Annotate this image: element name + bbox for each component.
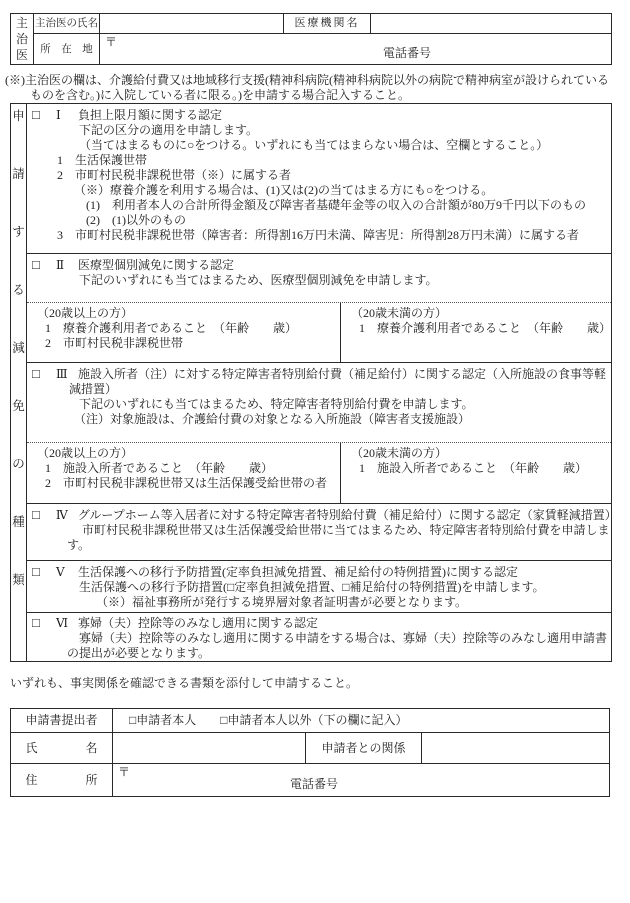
section-3-adult-column bbox=[27, 443, 341, 503]
section-6-widow-deduction bbox=[27, 612, 611, 661]
medical-org-label: 医療機関名 bbox=[284, 14, 371, 33]
side-char: の bbox=[12, 457, 25, 471]
section-5-text-pre: 生活保護への移行予防措置( bbox=[78, 580, 227, 595]
section-3-minor-column bbox=[341, 443, 611, 503]
section-5-apply-line bbox=[27, 580, 611, 595]
section-6-line: 寡婦（夫）控除等のみなし適用に関する申請をする場合は、寡婦（夫）控除等のみなし適用申請書 bbox=[78, 631, 607, 645]
section-3-adult-item-2: 2 市町村民税非課税世帯又は生活保護受給世帯の者 bbox=[44, 476, 327, 491]
doctor-side-char: 治 bbox=[15, 32, 28, 46]
section-6-title: 寡婦（夫）控除等のみなし適用に関する認定 bbox=[77, 616, 318, 630]
section-2-checkbox[interactable]: □ bbox=[31, 257, 40, 273]
section-5-text-post: 補足給付の特例措置)を申請します。 bbox=[349, 580, 545, 595]
section-2-adult-head: （20歳以上の方） bbox=[36, 306, 133, 321]
section-3-minor-head: （20歳未満の方） bbox=[350, 446, 447, 461]
side-char: 類 bbox=[12, 573, 25, 587]
section-3-facility-resident-benefit bbox=[27, 362, 611, 503]
section-2-minor-column bbox=[341, 303, 611, 362]
reduction-type-table bbox=[10, 103, 617, 662]
section-4-group-home-benefit bbox=[27, 503, 617, 560]
section-1-suboption-1[interactable]: (1) 利用者本人の合計所得金額及び障害者基礎年金等の収入の合計額が80万9千円以下のもの bbox=[85, 198, 586, 212]
side-char: 種 bbox=[12, 515, 25, 529]
doctor-side-char: 主 bbox=[15, 16, 28, 30]
section-2-adult-item-2: 2 市町村民税非課税世帯 bbox=[44, 336, 183, 351]
section-1-monthly-cap bbox=[27, 104, 611, 253]
section-4-numeral: Ⅳ bbox=[55, 508, 68, 523]
section-2-line: 下記のいずれにも当てはまるため、医療型個別減免を申請します。 bbox=[78, 273, 438, 288]
doctor-address-field[interactable] bbox=[100, 34, 611, 64]
doctor-address-label: 所 在 地 bbox=[34, 34, 100, 64]
section-2-minor-item-1: 1 療養介護利用者であること （年齢 歳） bbox=[358, 321, 611, 336]
section-1-line: 下記の区分の適用を申請します。 bbox=[78, 123, 259, 137]
section-6-numeral: Ⅵ bbox=[55, 616, 69, 630]
section-5-supplement-checkbox[interactable]: □ bbox=[342, 580, 350, 595]
section-3-adult-item-1: 1 施設入所者であること （年齢 歳） bbox=[44, 461, 273, 476]
section-5-numeral: Ⅴ bbox=[55, 565, 65, 580]
medical-org-field[interactable] bbox=[371, 14, 611, 33]
doctor-note-line1: (※)主治医の欄は、介護給付費又は地域移行支援(精神科病院(精神科病院以外の病院で精神病室が設けられている bbox=[5, 73, 609, 87]
section-2-numeral: Ⅱ bbox=[55, 258, 65, 273]
postal-mark: 〒 bbox=[105, 35, 118, 49]
section-3-title: 施設入所者（注）に対する特定障害者特別給付費（補足給付）に関する認定（入所施設の食事等軽 bbox=[77, 367, 606, 382]
section-1-line: （当てはまるものに○をつける。いずれにも当てはまらない場合は、空欄とすること。） bbox=[78, 138, 549, 152]
section-2-minor-head: （20歳未満の方） bbox=[350, 306, 447, 321]
submitter-other-label: 申請者本人以外（下の欄に記入） bbox=[227, 713, 408, 727]
section-5-flat-rate-checkbox[interactable]: □ bbox=[226, 580, 235, 595]
submitter-address-field[interactable] bbox=[113, 764, 609, 796]
section-2-medical-individual-reduction bbox=[27, 253, 611, 362]
section-1-suboption-2[interactable]: (2) (1)以外のもの bbox=[85, 213, 186, 227]
section-5-title: 生活保護への移行予防措置(定率負担減免措置、補足給付の特例措置)に関する認定 bbox=[77, 565, 518, 580]
section-3-line: 下記のいずれにも当てはまるため、特定障害者特別給付費を申請します。 bbox=[78, 397, 474, 412]
section-3-note: （注）対象施設は、介護給付費の対象となる入所施設（障害者支援施設） bbox=[73, 412, 470, 427]
submitter-address-label: 住 所 bbox=[11, 764, 113, 796]
submitter-name-field[interactable] bbox=[113, 733, 306, 763]
section-3-title-wrap: 減措置） bbox=[68, 382, 117, 397]
section-1-checkbox[interactable]: □ bbox=[31, 107, 40, 122]
section-1-option-3[interactable]: 3 市町村民税非課税世帯（障害者：所得割16万円未満、障害児：所得割28万円未満）に属する者 bbox=[56, 228, 579, 242]
section-4-line: 市町村民税非課税世帯又は生活保護受給世帯に当てはまるため、特定障害者特別給付費を申請しま bbox=[81, 523, 610, 538]
section-1-title: 負担上限月額に関する認定 bbox=[77, 108, 222, 122]
submitter-other-option[interactable] bbox=[220, 713, 407, 728]
relation-label: 申請者との関係 bbox=[306, 733, 422, 763]
section-3-checkbox[interactable]: □ bbox=[31, 366, 40, 382]
section-1-option-1[interactable]: 1 生活保護世帯 bbox=[56, 153, 147, 167]
section-3-minor-item-1: 1 施設入所者であること （年齢 歳） bbox=[358, 461, 587, 476]
submitter-self-label: 申請者本人 bbox=[136, 713, 197, 727]
doctor-note bbox=[5, 73, 625, 103]
doctor-name-field[interactable] bbox=[100, 14, 284, 33]
section-4-line-wrap: す。 bbox=[66, 538, 91, 553]
submitter-phone-label: 電話番号 bbox=[290, 777, 339, 791]
side-char: る bbox=[12, 283, 25, 297]
side-char: 請 bbox=[12, 167, 25, 181]
doctor-side-label bbox=[11, 14, 34, 64]
doctor-side-char: 医 bbox=[15, 48, 28, 62]
side-char: 免 bbox=[12, 399, 25, 413]
reduction-side-label bbox=[11, 104, 27, 661]
section-3-adult-head: （20歳以上の方） bbox=[36, 446, 133, 461]
section-6-checkbox[interactable]: □ bbox=[31, 615, 40, 630]
attachment-note: いずれも、事実関係を確認できる書類を添付して申請すること。 bbox=[10, 676, 359, 690]
postal-mark: 〒 bbox=[118, 765, 131, 779]
section-5-welfare-transition-prevention bbox=[27, 560, 611, 612]
side-char: 申 bbox=[12, 109, 25, 123]
section-3-numeral: Ⅲ bbox=[55, 367, 68, 382]
section-2-title: 医療型個別減免に関する認定 bbox=[77, 258, 234, 273]
section-2-adult-item-1: 1 療養介護利用者であること （年齢 歳） bbox=[44, 321, 297, 336]
section-5-note: （※）福祉事務所が発行する境界層対象者証明書が必要となります。 bbox=[95, 595, 468, 610]
section-1-option-2[interactable]: 2 市町村民税非課税世帯（※）に属する者 bbox=[56, 168, 291, 182]
doctor-name-label: 主治医の氏名 bbox=[34, 14, 100, 33]
section-4-checkbox[interactable]: □ bbox=[31, 507, 40, 523]
relation-field[interactable] bbox=[422, 733, 609, 763]
side-char: 減 bbox=[12, 341, 25, 355]
section-5-checkbox[interactable]: □ bbox=[31, 564, 40, 580]
submitter-other-checkbox[interactable]: □ bbox=[220, 713, 228, 727]
section-1-note: （※）療養介護を利用する場合は、(1)又は(2)の当てはまる方にも○をつける。 bbox=[73, 183, 494, 197]
side-char: す bbox=[12, 225, 25, 239]
doctor-table bbox=[10, 13, 612, 65]
section-1-numeral: Ⅰ bbox=[55, 108, 61, 122]
submitter-self-checkbox[interactable]: □ bbox=[129, 713, 137, 727]
section-4-title: グループホーム等入居者に対する特定障害者特別給付費（補足給付）に関する認定（家賃軽減措置） bbox=[77, 508, 617, 523]
submitter-self-option[interactable] bbox=[129, 713, 196, 728]
doctor-phone-label: 電話番号 bbox=[383, 46, 432, 60]
submitter-table bbox=[10, 708, 610, 797]
section-6-line-wrap: の提出が必要となります。 bbox=[66, 646, 211, 660]
section-2-adult-column bbox=[27, 303, 341, 362]
doctor-note-line2: ものを含む。)に入院している者に限る。)を申請する場合記入すること。 bbox=[30, 88, 410, 102]
section-5-text-mid: 定率負担減免措置、 bbox=[234, 580, 343, 595]
submitter-name-label: 氏 名 bbox=[11, 733, 113, 763]
submitter-row-label: 申請書提出者 bbox=[11, 709, 113, 732]
